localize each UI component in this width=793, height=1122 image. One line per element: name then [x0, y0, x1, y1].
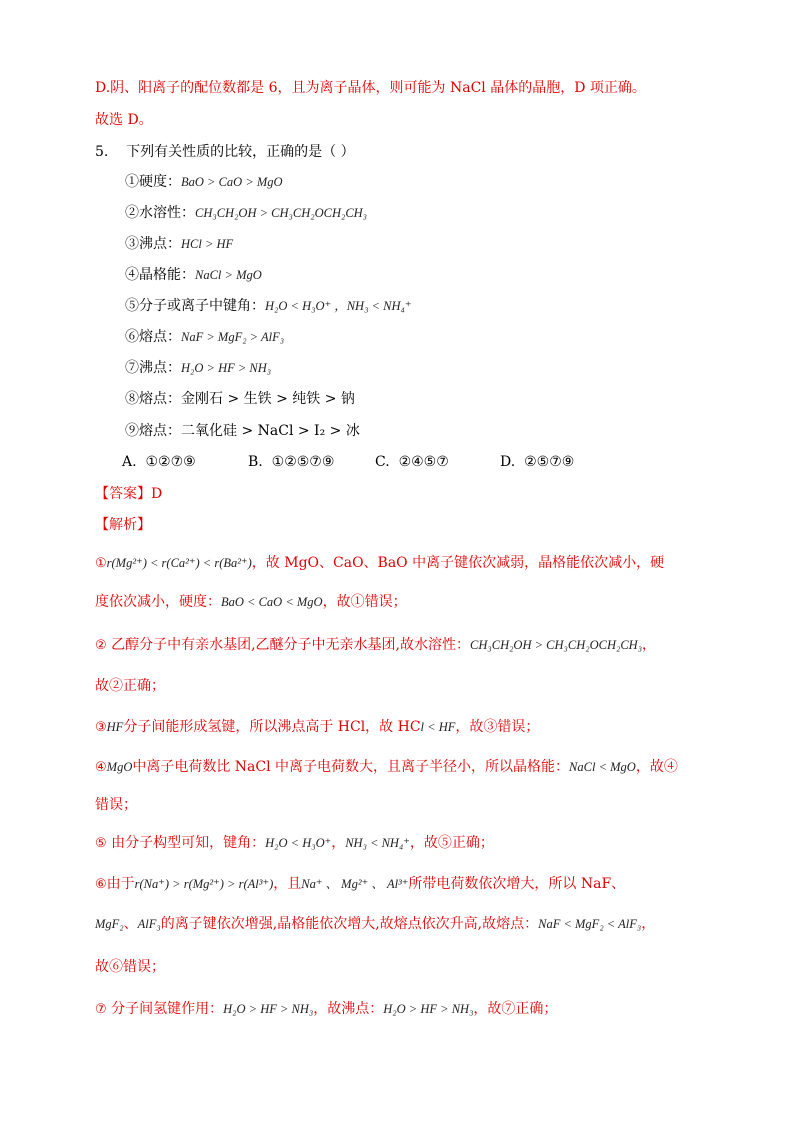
item-label: ⑨熔点：: [125, 423, 181, 439]
intro-d-line: D.阴、阳离子的配位数都是 6，且为离子晶体，则可能为 NaCl 晶体的晶胞，D 项正确。: [95, 80, 646, 96]
analysis-expr: NH₃ < NH₄⁺: [345, 836, 410, 850]
item-expr: H₂O < H₃O⁺ ，NH₃ < NH₄⁺: [265, 299, 412, 313]
analysis-expr: r(Mg²⁺) < r(Ca²⁺) < r(Ba²⁺): [106, 556, 252, 570]
marker-3: ③: [95, 720, 107, 735]
analysis-sep: ，: [331, 835, 346, 851]
marker-2: ②: [95, 638, 107, 653]
analysis-6c: 故⑥错误；: [95, 959, 165, 975]
item-label: ②水溶性：: [125, 205, 195, 221]
item-5: [125, 296, 411, 316]
item-label: ⑦沸点：: [125, 360, 181, 376]
option-letter: C.: [375, 454, 390, 470]
marker-7: ⑦: [95, 1002, 107, 1017]
analysis-text: 分子间氢键作用：: [111, 1001, 224, 1017]
analysis-4: [95, 757, 678, 778]
analysis-expr: BaO < CaO < MgO: [221, 595, 323, 609]
question-text: 下列有关性质的比较，正确的是（ ）: [126, 144, 355, 160]
item-3: [125, 234, 233, 254]
analysis-1: [95, 553, 664, 574]
question-number: 5.: [95, 144, 109, 160]
analysis-text: 度依次减小，硬度：: [95, 594, 221, 610]
marker-6: ⑥: [95, 877, 107, 892]
item-expr: H₂O > HF > NH₃: [181, 361, 272, 375]
item-label: ⑤分子或离子中键角：: [125, 298, 265, 314]
analysis-text: 中离子电荷数比 NaCl 中离子电荷数大，且离子半径小，所以晶格能：: [132, 759, 570, 775]
item-label: ⑥熔点：: [125, 329, 181, 345]
item-label: ③沸点：: [125, 236, 181, 252]
analysis-expr: AlF₃: [137, 917, 161, 931]
analysis-1b: [95, 592, 407, 612]
analysis-4b: 错误；: [95, 797, 137, 813]
analysis-text: ，故④: [635, 759, 678, 775]
analysis-expr: H₂O > HF > NH₃: [383, 1002, 474, 1016]
analysis-text: ，故 MgO、CaO、BaO 中离子键依次减弱，晶格能依次减小，硬: [251, 555, 665, 571]
item-2: [125, 203, 367, 223]
option-value: ②④⑤⑦: [398, 454, 449, 470]
analysis-expr: NaCl < MgO: [569, 760, 636, 774]
analysis-6: [95, 874, 625, 895]
marker-5: ⑤: [95, 836, 107, 851]
analysis-text: ，故沸点：: [313, 1001, 384, 1017]
analysis-expr: r(Na⁺) > r(Mg²⁺) > r(Al³⁺): [134, 877, 274, 891]
marker-4: ④: [95, 760, 107, 775]
analysis-text: ，故③错误；: [455, 719, 540, 735]
analysis-expr: Na⁺ 、 Mg²⁺ 、 Al³⁺: [301, 877, 409, 891]
analysis-2: ② 乙醇分子中有亲水基团,乙醚分子中无亲水基团,故水溶性：CH₃CH₂OH > CH₃CH₂OCH₂CH₃，: [95, 637, 657, 653]
item-label: ④晶格能：: [125, 267, 195, 283]
item-expr: 金刚石 > 生铁 > 纯铁 > 钠: [181, 391, 355, 407]
item-expr: NaCl > MgO: [195, 268, 262, 282]
item-1: [125, 172, 283, 192]
item-expr: NaF > MgF₂ > AlF₃: [181, 330, 285, 344]
item-label: ①硬度：: [125, 174, 181, 190]
option-value: ①②⑤⑦⑨: [271, 454, 335, 470]
analysis-expr: l < HF: [420, 720, 456, 734]
item-4: [125, 265, 262, 285]
analysis-text: 由于: [106, 876, 135, 892]
option-a[interactable]: [122, 452, 196, 472]
analysis-text: ，且: [273, 876, 302, 892]
intro-choose-line: 故选 D。: [95, 112, 153, 128]
item-expr: BaO > CaO > MgO: [181, 175, 283, 189]
analysis-text: 由分子构型可知，键角：: [111, 835, 266, 851]
analysis-expr: MgO: [106, 760, 133, 774]
item-expr: CH₃CH₂OH > CH₃CH₂OCH₂CH₃: [195, 206, 368, 220]
option-value: ②⑤⑦⑨: [524, 454, 575, 470]
analysis-text: ，: [641, 916, 656, 932]
option-value: ①②⑦⑨: [145, 454, 196, 470]
item-expr: HCl > HF: [181, 237, 234, 251]
analysis-3: [95, 717, 539, 738]
analysis-text: 的离子键依次增强,晶格能依次增大,故熔点依次升高,故熔点：: [160, 916, 539, 932]
item-label: ⑧熔点：: [125, 391, 181, 407]
item-8: [125, 389, 355, 409]
answer-label: 【答案】D: [95, 486, 163, 502]
analysis-expr: H₂O > HF > NH₃: [223, 1002, 314, 1016]
analysis-2b: 故②正确；: [95, 678, 165, 694]
option-letter: A.: [122, 454, 137, 470]
analysis-text: 分子间能形成氢键，所以沸点高于 HCl，故 HC: [123, 719, 421, 735]
option-c[interactable]: [375, 452, 449, 472]
analysis-expr: MgF₂: [95, 917, 124, 931]
analysis-6b: [95, 914, 655, 934]
question-stem: [95, 142, 355, 162]
item-6: [125, 327, 284, 347]
analysis-text: ，故⑤正确；: [409, 835, 494, 851]
option-letter: B.: [248, 454, 263, 470]
option-letter: D.: [500, 454, 516, 470]
item-7: [125, 358, 271, 378]
analysis-text: ，故⑦正确；: [473, 1001, 558, 1017]
analysis-expr: H₂O < H₃O⁺: [265, 836, 332, 850]
analysis-sep: 、: [123, 916, 138, 932]
marker-1: ①: [95, 556, 107, 571]
analysis-text: 所带电荷数依次增大，所以 NaF、: [408, 876, 626, 892]
analysis-5: [95, 833, 494, 854]
analysis-7: [95, 999, 557, 1020]
option-d[interactable]: [500, 452, 574, 472]
analysis-expr: HF: [106, 720, 124, 734]
analysis-text: 乙醇分子中有亲水基团,乙醚分子中无亲水基团,故水溶性：: [111, 637, 471, 653]
item-9: [125, 421, 360, 441]
analysis-expr: CH₃CH₂OH > CH₃CH₂OCH₂CH₃: [470, 638, 643, 652]
analysis-expr: NaF < MgF₂ < AlF₃: [538, 917, 642, 931]
analysis-text: ，故①错误；: [322, 594, 407, 610]
analysis-label: 【解析】: [95, 517, 151, 533]
option-b[interactable]: [248, 452, 334, 472]
item-expr: 二氧化硅 > NaCl > I₂ > 冰: [181, 423, 360, 439]
